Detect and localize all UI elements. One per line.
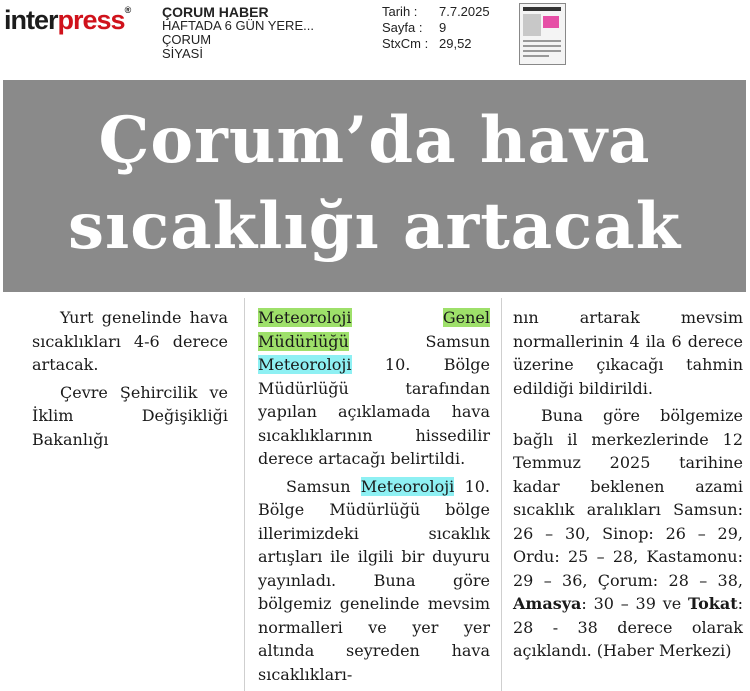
date-value: 7.7.2025 <box>439 4 490 19</box>
highlighted-term: Genel <box>442 308 490 327</box>
clipping-header <box>0 0 750 78</box>
date-label: Tarih : <box>382 4 418 19</box>
paragraph-text: 10. Bölge Müdürlüğü tarafından yapılan açıklamada hava sıcaklıklarının hissedilir derece artacağı belirtildi. <box>258 355 490 468</box>
column-divider <box>244 298 245 691</box>
bold-term: Tokat <box>688 594 738 613</box>
meta-page-row <box>382 20 490 36</box>
registered-mark: ® <box>124 5 132 15</box>
highlighted-term: Müdürlüğü <box>258 331 349 351</box>
article-column-1 <box>32 306 228 455</box>
paragraph: Yurt genelinde hava sıcaklıkları 4-6 derece artacak. <box>32 308 228 374</box>
paragraph <box>513 404 743 663</box>
publication-city: ÇORUM <box>162 32 212 47</box>
paragraph-text: : 30 – 39 ve <box>581 594 689 613</box>
clipping-meta <box>382 4 490 52</box>
highlighted-term: Meteoroloji <box>258 308 352 327</box>
logo-text-accent: press <box>57 5 125 35</box>
logo-text-main: inter <box>4 5 58 35</box>
publication-info <box>162 5 314 61</box>
highlighted-term: Meteoroloji <box>258 355 352 374</box>
publication-section: SİYASİ <box>162 46 203 61</box>
headline-banner <box>3 80 746 292</box>
page-thumbnail[interactable] <box>519 3 566 65</box>
column-divider <box>501 298 502 691</box>
publication-name: ÇORUM HABER <box>162 4 269 20</box>
paragraph-text: 10. Bölge Müdürlüğü bölge illerimizdeki sıcaklık artışları ile ilgili bir duyuru yayınladı. Buna göre bölgemiz genelinde mevsim normalleri ve yer yer altında seyreden hava sıcaklıkları- <box>258 476 491 684</box>
paragraph: Çevre Şehircilik ve İklim Değişikliği Bakanlığı <box>32 382 228 449</box>
article-headline <box>3 98 746 270</box>
bold-term: Amasya <box>513 594 582 613</box>
paragraph <box>258 306 490 471</box>
stxcm-value: 29,52 <box>439 36 472 51</box>
paragraph <box>258 475 490 687</box>
headline-line-1: Çorum’da hava <box>98 103 651 178</box>
highlighted-term: Meteoroloji <box>360 476 455 496</box>
headline-line-2: sıcaklığı artacak <box>67 189 682 264</box>
interpress-logo <box>4 5 131 36</box>
paragraph: nın artarak mevsim normallerinin 4 ila 6 derece üzerine çıkacağı tahmin edildiği bildirildi. <box>513 308 743 398</box>
meta-date-row <box>382 4 490 20</box>
paragraph-text: : 28 - 38 derece olarak açıklandı. (Haber Merkezi) <box>513 594 743 660</box>
paragraph-text: Samsun <box>348 331 490 351</box>
paragraph-text: Buna göre bölgemize bağlı il merkezlerinde 12 Temmuz 2025 tarihine kadar beklenen azami sıcaklık aralıkları Samsun: 26 – 30, Sinop: 26 – 29, Ordu: 25 – 28, Kastamonu: 29 – 36, Çorum: 28 – 38, <box>513 406 743 590</box>
page-label: Sayfa : <box>382 20 423 35</box>
article-column-2 <box>258 306 490 690</box>
meta-stxcm-row <box>382 36 490 52</box>
publication-frequency: HAFTADA 6 GÜN YERE... <box>162 18 314 33</box>
stxcm-label: StxCm : <box>382 36 429 51</box>
article-column-3 <box>513 306 743 667</box>
paragraph-text: Samsun <box>286 476 361 496</box>
page-value: 9 <box>439 20 447 35</box>
